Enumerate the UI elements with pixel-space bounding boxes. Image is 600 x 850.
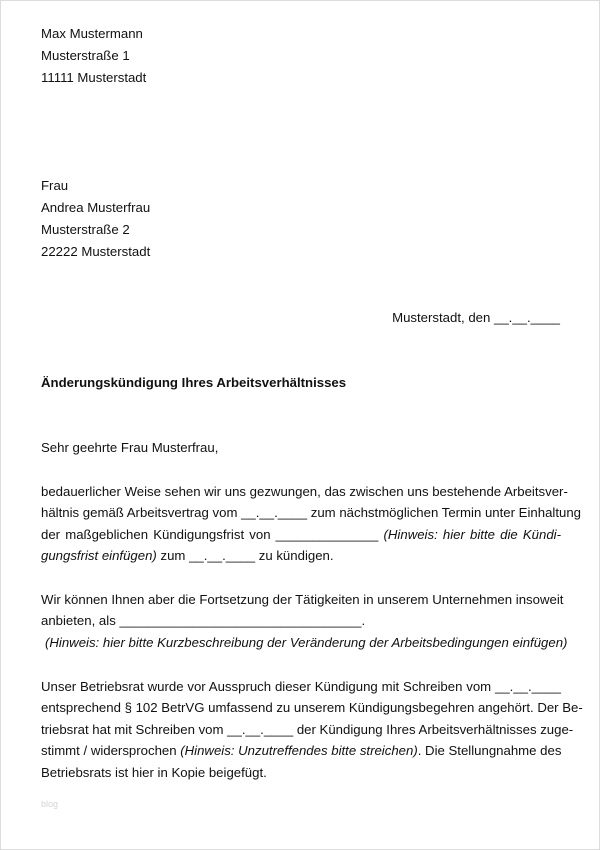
para3-line1: Unser Betriebsrat wurde vor Ausspruch dieser Kündigung mit Schreiben vom __.__.____ — [41, 679, 561, 694]
subject-line: Änderungskündigung Ihres Arbeitsverhältnisses — [41, 375, 347, 390]
para3-line4-text-c: . Die Stellungnahme des — [417, 743, 562, 758]
para1-line3-hint: (Hinweis: hier bitte die Kündi- — [383, 527, 561, 542]
para2-line2: anbieten, als _________________________________. — [41, 613, 366, 628]
para1-line4-hint: gungsfrist einfügen) — [41, 548, 157, 563]
para3-line3: triebsrat hat mit Schreiben vom __.__.____ der Kündigung Ihres Arbeitsverhältnisses zuge- — [41, 722, 574, 737]
para1-line4 — [41, 548, 334, 564]
para2-hint: (Hinweis: hier bitte Kurzbeschreibung der Veränderung der Arbeitsbedingungen einfügen) — [45, 635, 568, 650]
para3-line2: entsprechend § 102 BetrVG umfassend zu unserem Kündigungsbegehren angehört. Der Be- — [41, 700, 583, 715]
para1-line3 — [41, 527, 561, 543]
para3-line5: Betriebsrats ist hier in Kopie beigefügt. — [41, 765, 267, 780]
para3-line4 — [41, 743, 561, 759]
para2-line1: Wir können Ihnen aber die Fortsetzung der Tätigkeiten in unserem Unternehmen insoweit — [41, 592, 564, 607]
sender-city: 11111 Musterstadt — [41, 70, 147, 85]
para1-line3-text: der maßgeblichen Kündigungsfrist von ______________ — [41, 527, 384, 542]
para1-line2: hältnis gemäß Arbeitsvertrag vom __.__.____ zum nächstmöglichen Termin unter Einhaltung — [41, 505, 582, 520]
para1-line4-text: zum __.__.____ zu kündigen. — [156, 548, 334, 563]
para1-line1: bedauerlicher Weise sehen wir uns gezwungen, das zwischen uns bestehende Arbeitsver- — [41, 484, 568, 499]
greeting: Sehr geehrte Frau Musterfrau, — [41, 440, 219, 455]
recipient-salutation: Frau — [41, 178, 69, 193]
sender-name: Max Mustermann — [41, 26, 143, 41]
recipient-name: Andrea Musterfrau — [41, 200, 151, 215]
date-line: Musterstadt, den __.__.____ — [392, 310, 560, 325]
para3-line4-hint: (Hinweis: Unzutreffendes bitte streichen) — [180, 743, 418, 758]
sender-street: Musterstraße 1 — [41, 48, 130, 63]
recipient-city: 22222 Musterstadt — [41, 244, 151, 259]
recipient-street: Musterstraße 2 — [41, 222, 130, 237]
watermark: blog — [41, 799, 59, 809]
para3-line4-text-a: stimmt / widersprochen — [41, 743, 181, 758]
